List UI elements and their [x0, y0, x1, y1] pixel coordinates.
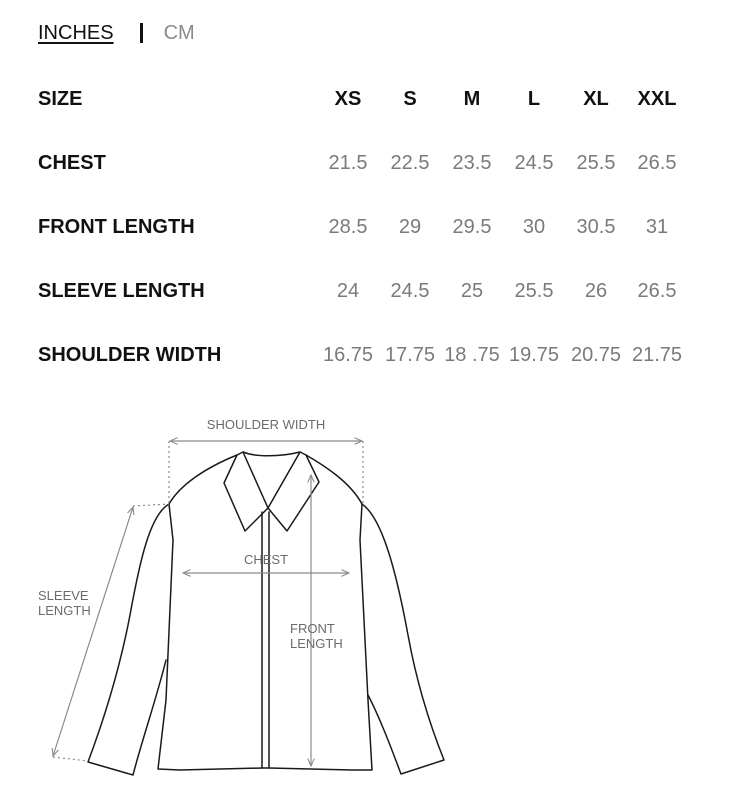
- size-header-xl: XL: [583, 88, 609, 110]
- table-cell: 24.5: [514, 152, 554, 174]
- table-row-shoulder-width: [38, 341, 698, 369]
- table-cell: 18 .75: [444, 344, 500, 366]
- row-label-chest: CHEST: [38, 152, 106, 174]
- table-cell: 25.5: [576, 152, 616, 174]
- unit-inches-tab[interactable]: INCHES: [38, 22, 114, 44]
- table-cell: 30.5: [576, 216, 616, 238]
- size-header-xs: XS: [334, 88, 362, 110]
- table-cell: 23.5: [452, 152, 492, 174]
- table-cell: 25.5: [514, 280, 554, 302]
- table-cell: 28.5: [328, 216, 368, 238]
- table-cell: 16.75: [322, 344, 374, 366]
- jacket-measurement-diagram: [0, 400, 744, 786]
- table-cell: 17.75: [384, 344, 436, 366]
- table-header-row: [38, 85, 698, 113]
- table-cell: 19.75: [508, 344, 560, 366]
- row-label-sleeve-length: SLEEVE LENGTH: [38, 280, 205, 302]
- table-cell: 25: [460, 280, 484, 302]
- table-cell: 29: [398, 216, 422, 238]
- table-cell: 22.5: [390, 152, 430, 174]
- jacket-right-sleeve: [362, 504, 444, 774]
- size-header-label: SIZE: [38, 88, 83, 110]
- shoulder-width-label: SHOULDER WIDTH: [206, 417, 326, 432]
- size-header-m: M: [463, 88, 481, 110]
- table-cell: 26.5: [637, 280, 677, 302]
- jacket-left-sleeve: [88, 504, 169, 775]
- size-header-s: S: [403, 88, 417, 110]
- sleeve-length-arrow: [53, 507, 133, 756]
- size-header-l: L: [527, 88, 541, 110]
- size-header-xxl: XXL: [637, 88, 677, 110]
- table-cell: 29.5: [452, 216, 492, 238]
- row-label-front-length: FRONT LENGTH: [38, 216, 195, 238]
- table-cell: 21.5: [328, 152, 368, 174]
- table-cell: 26: [584, 280, 608, 302]
- unit-cm-tab[interactable]: CM: [163, 22, 195, 44]
- jacket-illustration: [0, 400, 744, 786]
- table-row-sleeve-length: [38, 277, 698, 305]
- front-length-label: FRONT LENGTH: [290, 621, 343, 651]
- table-cell: 21.75: [631, 344, 683, 366]
- row-label-shoulder-width: SHOULDER WIDTH: [38, 344, 222, 366]
- table-cell: 24: [336, 280, 360, 302]
- chest-label: CHEST: [243, 552, 289, 567]
- table-cell: 31: [645, 216, 669, 238]
- table-row-front-length: [38, 213, 698, 241]
- jacket-collar: [237, 452, 306, 456]
- sleeve-length-label: SLEEVE LENGTH: [38, 588, 91, 618]
- unit-divider: [140, 23, 143, 43]
- table-cell: 24.5: [390, 280, 430, 302]
- table-cell: 20.75: [570, 344, 622, 366]
- table-row-chest: [38, 149, 698, 177]
- table-cell: 26.5: [637, 152, 677, 174]
- unit-toggle: [38, 20, 195, 46]
- table-cell: 30: [522, 216, 546, 238]
